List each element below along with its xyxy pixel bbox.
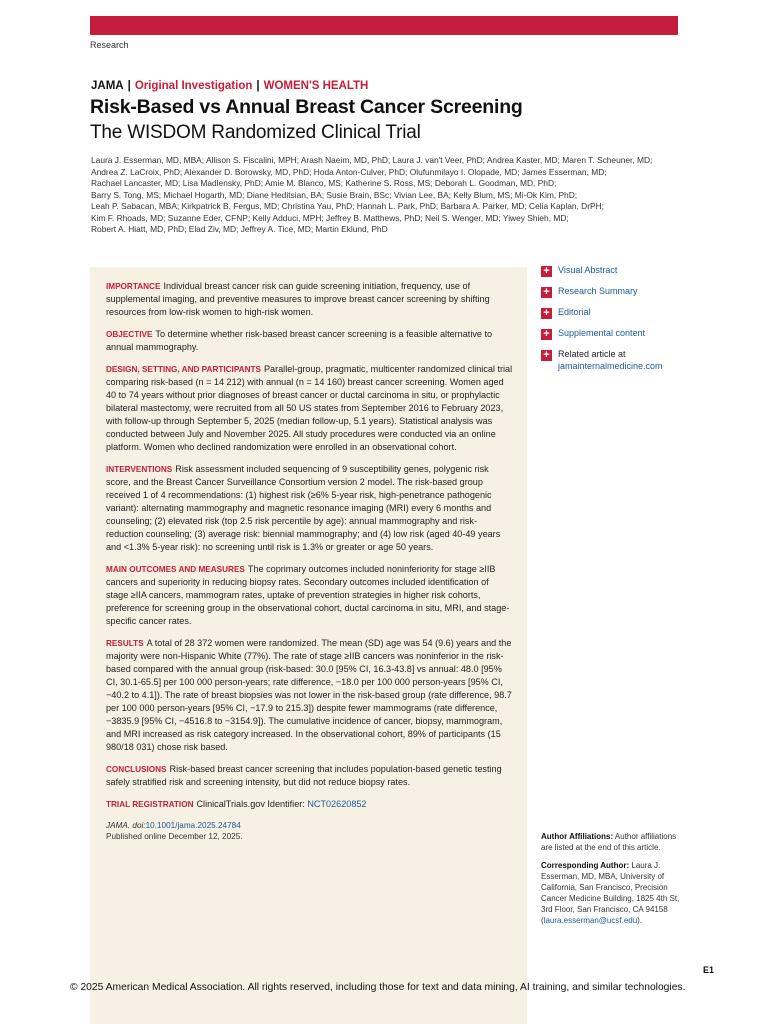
article-type: Original Investigation	[134, 80, 253, 92]
section-head: DESIGN, SETTING, AND PARTICIPANTS	[106, 365, 261, 374]
abstract-objective	[106, 328, 513, 354]
sidebar-item-editorial[interactable]	[541, 306, 681, 319]
author-list	[91, 155, 681, 236]
article-category: WOMEN'S HEALTH	[263, 80, 369, 92]
related-link[interactable]: jamainternalmedicine.com	[558, 361, 663, 371]
sidebar-item-label: Research Summary	[558, 286, 638, 296]
journal-name: JAMA	[91, 80, 124, 92]
section-text: Individual breast cancer risk can guide screening initiation, frequency, use of supplemental imaging, and preventive measures to improve breast cancer screening by shifting resources from low-risk women to high-risk women.	[106, 281, 490, 317]
author-line: Leah P. Sabacan, MBA; Kirkpatrick B. Fergus, MD; Christina Yau, PhD; Hannah L. Park, PhD; Barbara A. Parker, MD; Celia Kaplan, DrPH;	[91, 201, 604, 211]
corresponding-author	[541, 860, 686, 926]
author-line: Andrea Z. LaCroix, PhD; Alexander D. Borowsky, MD, PhD; Hoda Anton-Culver, PhD; Olufunmilayo I. Olopade, MD; James Esserman, MD;	[91, 166, 607, 177]
email-link[interactable]: laura.esserman@ucsf.edu	[543, 916, 638, 925]
section-text: The coprimary outcomes included noninferiority for stage ≥IIB cancers and superiority in reducing biopsy rates. Secondary outcomes included identification of stage ≥IIA cancers, mammogram rates, uptake of prevention strategies in higher risk cohorts, preference for screening group in the observational cohort, ductal carcinoma in situ, MRI, and stage-specific cancer rates.	[106, 564, 510, 626]
section-text: A total of 28 372 women were randomized. The mean (SD) age was 54 (9.6) years and the majority were non-Hispanic White (77%). The rate of stage ≥IIB cancers was noninferior in the risk-based compared with the annual group (risk-based: 30.0 [95% CI, 16.3-43.8] vs annual: 48.0 [95% CI, 30.1-65.5] per 100 000 person-years; rate difference, −18.0 per 100 000 person-years [95% CI, −40.2 to 4.1]). The rate of breast biopsies was not lower in the risk-based group (rate difference, 98.7 per 100 000 person-years [95% CI, −17.9 to 215.3]) despite fewer mammograms (rate difference, −3835.9 [95% CI, −4516.8 to −3154.9]). The cumulative incidence of cancer, biopsy, mammogram, and MRI increased as risk category increased. In the observational cohort, 89% of participants (15 980/18 031) chose risk based.	[106, 638, 512, 752]
section-head: CONCLUSIONS	[106, 765, 167, 774]
email-close: ).	[637, 916, 643, 925]
published-date: Published online December 12, 2025.	[106, 832, 243, 841]
separator: |	[127, 80, 131, 92]
section-head: MAIN OUTCOMES AND MEASURES	[106, 565, 245, 574]
page-number: E1	[703, 965, 715, 975]
abstract-design	[106, 363, 513, 454]
section-text: ClinicalTrials.gov Identifier:	[196, 799, 305, 809]
section-text: Risk-based breast cancer screening that includes population-based genetic testing safely stratified risk and screening intensity, but did not reduce biopsy rates.	[106, 764, 502, 787]
author-line: Kim F. Rhoads, MD; Suzanne Eder, CFNP; Kelly Adduci, MPH; Jeffrey B. Matthews, PhD; Neil S. Wenger, MD; Yiwey Shieh, MD;	[91, 212, 569, 223]
doi-block	[106, 820, 513, 842]
article-subtitle: The WISDOM Randomized Clinical Trial	[90, 122, 421, 143]
section-head: RESULTS	[106, 639, 144, 648]
abstract-outcomes	[106, 563, 513, 628]
related-article	[558, 348, 663, 372]
section-head: OBJECTIVE	[106, 330, 153, 339]
plus-icon: +	[541, 287, 552, 298]
author-line: Rachael Lancaster, MD; Lisa Madlensky, PhD; Amie M. Blanco, MS; Katherine S. Ross, MS; Deborah L. Goodman, MD, PhD;	[91, 178, 557, 188]
section-text: Parallel-group, pragmatic, multicenter randomized clinical trial comparing risk-based (n = 14 212) with annual (n = 14 160) breast cancer screening. Women aged 40 to 74 years without prior diagnoses of breast cancer or ductal carcinoma in situ, or prophylactic bilateral mastectomy, were recruited from all 50 US states from September 2016 to February 2023, with follow-up through September 5, 2025 (median follow-up, 5.1 years). Statistical analysis was conducted between July and November 2025. All study procedures were conducted via an online platform. Women who declined randomization were enrolled in an observational cohort.	[106, 364, 513, 452]
copyright-notice: © 2025 American Medical Association. All rights reserved, including those for text and data mining, AI training, and similar technologies.	[70, 982, 686, 993]
abstract-interventions	[106, 463, 513, 554]
affiliations-head: Author Affiliations:	[541, 832, 614, 841]
sidebar-item-label: Supplemental content	[558, 328, 646, 338]
section-head: INTERVENTIONS	[106, 465, 173, 474]
sidebar-item-visual-abstract[interactable]	[541, 264, 681, 277]
plus-icon: +	[541, 308, 552, 319]
abstract-results	[106, 637, 513, 754]
sidebar-item-label: Editorial	[558, 307, 591, 317]
doi-link[interactable]: 10.1001/jama.2025.24784	[145, 821, 241, 830]
separator: |	[256, 80, 260, 92]
related-prefix: Related article at	[558, 349, 626, 359]
affiliations-text: Author affiliations are listed at the end of this article.	[541, 832, 677, 852]
plus-icon: +	[541, 350, 552, 361]
sidebar-item-supplemental[interactable]	[541, 327, 681, 340]
abstract-importance	[106, 280, 513, 319]
abstract-conclusions	[106, 763, 513, 789]
section-head: TRIAL REGISTRATION	[106, 800, 194, 809]
author-affiliations	[541, 831, 686, 933]
sidebar-item-research-summary[interactable]	[541, 285, 681, 298]
plus-icon: +	[541, 329, 552, 340]
abstract-box	[90, 267, 527, 1024]
author-line: Barry S. Tong, MS; Michael Hogarth, MD; Diane Heditsian, BA; Susie Brain, BSc; Vivian Lee, BA; Kelly Blum, MS; Mi-Ok Kim, PhD;	[91, 189, 578, 200]
section-head: IMPORTANCE	[106, 282, 161, 291]
doi-line	[106, 820, 513, 831]
article-title: Risk-Based vs Annual Breast Cancer Screening	[90, 96, 523, 118]
corresponding-head: Corresponding Author:	[541, 861, 630, 870]
journal-line	[91, 80, 368, 92]
author-line: Robert A. Hiatt, MD, PhD; Elad Ziv, MD; Jeffrey A. Tice, MD; Martin Eklund, PhD	[91, 224, 388, 234]
abstract-trial-registration	[106, 798, 513, 811]
corresponding-text: Laura J. Esserman, MD, MBA, University of California, San Francisco, Precision Cancer Medicine Building, 1825 4th St, 3rd Floor, San Francisco, CA 94158	[541, 861, 680, 914]
sidebar-item-related-article[interactable]	[541, 348, 681, 372]
trial-id-link[interactable]: NCT02620852	[307, 799, 367, 809]
sidebar-item-label: Visual Abstract	[558, 265, 618, 275]
header-bar	[90, 16, 678, 35]
affiliations-note	[541, 831, 686, 853]
sidebar-links	[541, 264, 681, 380]
plus-icon: +	[541, 266, 552, 277]
email-open: (	[541, 916, 544, 925]
section-text: To determine whether risk-based breast cancer screening is a feasible alternative to annual mammography.	[106, 329, 493, 352]
section-label: Research	[90, 40, 129, 50]
author-line: Laura J. Esserman, MD, MBA; Allison S. Fiscalini, MPH; Arash Naeim, MD, PhD; Laura J. van't Veer, PhD; Andrea Kaster, MD; Maren T. Scheuner, MD;	[91, 155, 653, 165]
doi-prefix: JAMA. doi:	[106, 821, 146, 830]
section-text: Risk assessment included sequencing of 9 susceptibility genes, polygenic risk score, and the Breast Cancer Surveillance Consortium version 2 model. The risk-based group received 1 of 4 recommendations: (1) highest risk (≥6% 5-year risk, high-penetrance pathogenic variant): alternating mammography and magnetic resonance imaging (MRI) every 6 months and counseling; (2) elevated risk (top 2.5 risk percentile by age): annual mammography and risk-reduction counseling; (3) average risk: biennial mammography; and (4) low risk (aged 40-49 years and <1.3% 5-year risk): no screening until risk is 1.3% or greater or age 50 years.	[106, 464, 501, 552]
